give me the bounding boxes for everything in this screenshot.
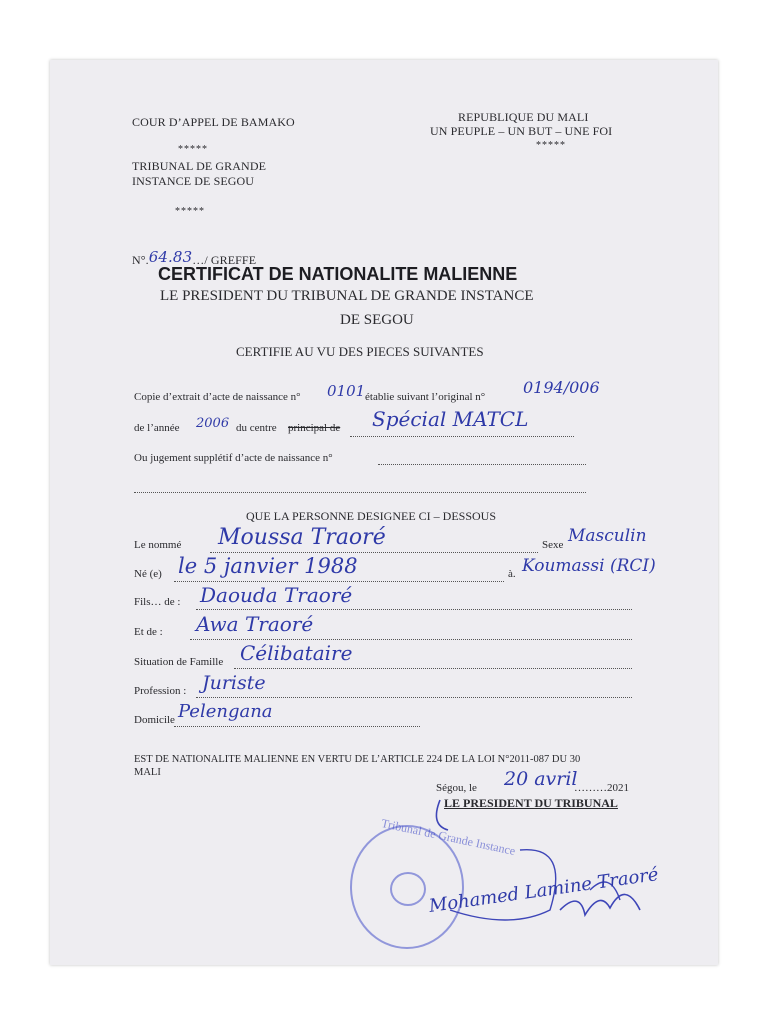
fils-dots [196,609,632,610]
domicile-label: Domicile [134,714,175,726]
etde-value: Awa Traoré [196,612,314,636]
ne-dots [174,581,504,582]
sexe-label: Sexe [542,539,564,551]
header-left-stars-2: ***** [175,206,205,217]
law-line-1: EST DE NATIONALITE MALIENNE EN VERTU DE L’ARTICLE 224 DE LA LOI N°2011-087 DU 30 [134,754,581,765]
nomme-dots [210,552,538,553]
original-value: 0194/006 [523,378,600,397]
centre-struck-text: principal de [288,422,341,434]
profession-label: Profession : [134,685,187,697]
signature-name: Mohamed Lamine Traoré [427,863,660,918]
greffe-number-value: 64.83 [148,248,193,266]
etablie-label: établie suivant l’original n° [365,391,486,403]
jugement-label: Ou jugement supplétif d’acte de naissance n° [134,452,333,464]
fils-label: Fils… de : [134,596,181,608]
court-name: COUR D’APPEL DE BAMAKO [132,115,295,129]
fils-value: Daouda Traoré [200,583,353,607]
profession-value: Juriste [202,672,266,694]
law-line-2: MALI [134,767,161,778]
greffe-suffix: …/ GREFFE [192,253,257,267]
president-title: LE PRESIDENT DU TRIBUNAL [444,796,618,810]
subtitle-line-2: DE SEGOU [340,312,414,328]
centre-label: du centre [236,422,277,434]
situation-dots [234,668,632,669]
jugement-dots-2 [134,492,586,493]
designee-heading: QUE LA PERSONNE DESIGNEE CI – DESSOUS [246,509,497,523]
etde-dots [190,639,632,640]
sexe-value: Masculin [568,526,647,546]
tribunal-line-2: INSTANCE DE SEGOU [132,174,255,188]
republic-motto: UN PEUPLE – UN BUT – UNE FOI [430,124,613,138]
signature-strokes [410,790,710,960]
date-value: 20 avril [504,768,578,790]
profession-dots [196,697,632,698]
nomme-value: Moussa Traoré [218,525,386,550]
a-label: à. [508,568,516,580]
republic-name: REPUBLIQUE DU MALI [458,110,589,124]
nomme-label: Le nommé [134,539,182,551]
copie-value: 0101 [327,382,366,400]
seal-text: Tribunal de Grande Instance [380,815,517,859]
subtitle-line-1: LE PRESIDENT DU TRIBUNAL DE GRANDE INSTANCE [160,288,534,304]
etde-label: Et de : [134,626,163,638]
header-right-stars: ***** [536,140,566,151]
centre-dots [350,436,574,437]
a-value: Koumassi (RCI) [522,556,656,576]
greffe-prefix: N°. [132,253,149,267]
situation-label: Situation de Famille [134,656,224,668]
date-year: ………2021 [574,782,629,794]
centre-value: Spécial MATCL [372,407,529,431]
date-place: Ségou, le [436,782,477,794]
header-left-stars: ***** [178,144,208,155]
certifie-heading: CERTIFIE AU VU DES PIECES SUIVANTES [236,344,484,359]
tribunal-line-1: TRIBUNAL DE GRANDE [132,159,267,173]
ne-label: Né (e) [134,568,162,580]
jugement-dots [378,464,586,465]
annee-label: de l’année [134,422,180,434]
domicile-dots [174,726,420,727]
situation-value: Célibataire [240,641,353,665]
annee-value: 2006 [196,416,230,431]
certificate-document [50,60,718,965]
ne-value: le 5 janvier 1988 [178,554,358,578]
domicile-value: Pelengana [178,701,273,722]
copie-label: Copie d’extrait d’acte de naissance n° [134,391,301,403]
page-title: CERTIFICAT DE NATIONALITE MALIENNE [158,264,518,284]
